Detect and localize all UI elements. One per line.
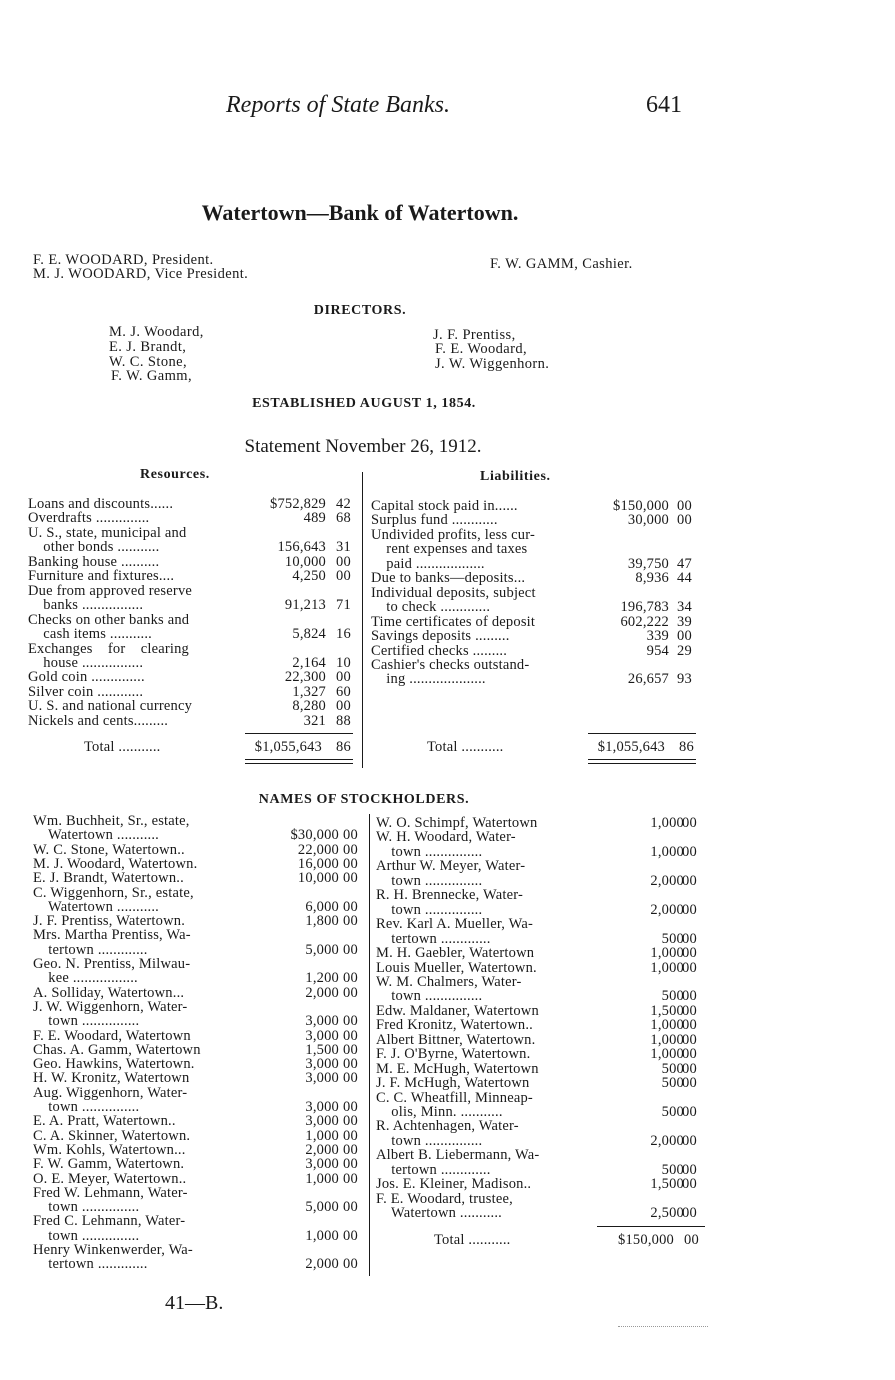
stockholder-right-label: M. H. Gaebler, Watertown — [376, 945, 535, 962]
resource-label: Silver coin ............ — [28, 683, 144, 700]
stockholder-left-label: Watertown ........... — [33, 898, 159, 915]
stockholder-left-label: kee ................. — [33, 970, 138, 987]
resource-label: Exchanges for clearing — [28, 640, 190, 657]
stockholder-right-label: W. H. Woodard, Water- — [376, 829, 516, 846]
liability-label: rent expenses and taxes — [371, 541, 528, 558]
stockholder-right-label: F. J. O'Byrne, Watertown. — [376, 1046, 531, 1063]
stockholder-right-dollars: 2,000 — [650, 901, 684, 918]
stockholder-right-label: Jos. E. Kleiner, Madison.. — [376, 1176, 532, 1193]
stockholder-right-dollars: 1,000 — [650, 815, 684, 831]
stockholder-right-dollars: 500 — [661, 1161, 684, 1178]
stockholder-left-dollars: 5,000 — [305, 1199, 339, 1216]
resources-total-cents: 86 — [336, 739, 351, 755]
resource-label: other bonds ........... — [28, 539, 160, 556]
directors-heading: DIRECTORS. — [313, 303, 407, 318]
stockholder-right-cents: 00 — [682, 1046, 697, 1063]
stockholder-right-cents: 00 — [682, 1060, 697, 1077]
liability-label: Time certificates of deposit — [371, 613, 536, 630]
director-right-3: J. W. Wiggenhorn. — [435, 356, 550, 372]
liability-cents: 39 — [677, 613, 692, 630]
stockholder-left-dollars: 1,800 — [305, 913, 339, 930]
stockholder-left-dollars: 5,000 — [305, 941, 339, 958]
stockholder-right-dollars: 500 — [661, 988, 684, 1005]
liability-label: Cashier's checks outstand- — [371, 656, 530, 673]
stockholder-left-cents: 00 — [343, 1141, 358, 1158]
stockholder-left-label: C. A. Skinner, Watertown. — [33, 1127, 191, 1144]
resource-cents: 68 — [336, 510, 351, 527]
resource-dollars: 22,300 — [284, 669, 326, 686]
resource-label: Checks on other banks and — [28, 611, 190, 628]
liabilities-total-dollars: $1,055,643 — [597, 739, 665, 755]
stockholder-left-dollars: 16,000 — [297, 855, 339, 872]
stockholder-left-label: Geo. N. Prentiss, Milwau- — [33, 956, 191, 972]
stockholder-right-cents: 00 — [682, 1205, 697, 1222]
stockholder-left-label: E. J. Brandt, Watertown.. — [33, 870, 184, 887]
stockholder-right-dollars: 1,000 — [650, 843, 684, 860]
resource-cents: 16 — [336, 626, 351, 643]
liability-cents: 00 — [677, 628, 692, 645]
resources-heading: Resources. — [140, 467, 210, 482]
stockholder-right-cents: 00 — [682, 930, 697, 947]
stockholder-left-label: Fred C. Lehmann, Water- — [33, 1213, 186, 1230]
liabilities-double-rule-1 — [588, 759, 696, 760]
resource-dollars: 1,327 — [292, 683, 326, 700]
resource-cents: 00 — [336, 669, 351, 686]
stockholder-left-label: F. E. Woodard, Watertown — [33, 1027, 191, 1044]
resource-dollars: 489 — [303, 510, 326, 527]
stockholder-right-label: F. E. Woodard, trustee, — [376, 1190, 513, 1207]
stockholder-left-dollars: 3,000 — [305, 1099, 339, 1115]
statement-divider — [362, 472, 363, 768]
resource-cents: 60 — [336, 683, 351, 700]
stockholder-left-dollars: 6,000 — [305, 898, 339, 915]
stockholder-left-label: town ............... — [33, 1227, 140, 1244]
stockholder-left-label: A. Solliday, Watertown... — [33, 984, 185, 1001]
stockholder-right-dollars: 2,000 — [650, 872, 684, 889]
liability-label: ing .................... — [371, 671, 486, 688]
liability-cents: 00 — [677, 498, 692, 514]
liability-label: paid .................. — [371, 555, 485, 572]
liability-label: Savings deposits ......... — [371, 628, 510, 645]
resource-label: Gold coin .............. — [28, 669, 145, 686]
scan-smudge — [618, 1310, 708, 1327]
liability-dollars: 8,936 — [635, 570, 669, 587]
stockholder-left-cents: 00 — [343, 1013, 358, 1030]
director-right-1: J. F. Prentiss, — [433, 327, 516, 343]
stockholder-left-cents: 00 — [343, 1041, 358, 1058]
stockholders-divider — [369, 814, 370, 1276]
stockholder-right-cents: 00 — [682, 1132, 697, 1149]
liability-cents: 93 — [677, 671, 692, 688]
stockholder-right-label: W. M. Chalmers, Water- — [376, 973, 522, 990]
liabilities-heading: Liabilities. — [480, 469, 551, 484]
stockholder-left-cents: 00 — [343, 1170, 358, 1187]
liability-label: Capital stock paid in...... — [371, 498, 518, 514]
stockholder-right-label: R. H. Brennecke, Water- — [376, 887, 524, 904]
resource-cents: 42 — [336, 496, 351, 512]
stockholder-left-cents: 00 — [343, 913, 358, 930]
stockholder-left-dollars: 2,000 — [305, 1141, 339, 1158]
director-right-2: F. E. Woodard, — [435, 341, 528, 357]
liability-dollars: 954 — [646, 642, 669, 659]
stockholder-left-cents: 00 — [343, 1256, 358, 1273]
liability-dollars: 602,222 — [620, 613, 669, 630]
stockholder-left-dollars: 2,000 — [305, 984, 339, 1001]
resource-cents: 00 — [336, 553, 351, 570]
bank-title: Watertown—Bank of Watertown. — [201, 200, 519, 225]
stockholder-right-cents: 00 — [682, 1017, 697, 1034]
stockholder-left-dollars: 3,000 — [305, 1027, 339, 1044]
stockholder-left-cents: 00 — [343, 1027, 358, 1044]
stockholder-right-cents: 00 — [682, 901, 697, 918]
stockholder-left-label: Mrs. Martha Prentiss, Wa- — [33, 927, 191, 944]
stockholder-right-dollars: 1,500 — [650, 1176, 684, 1193]
stockholder-right-label: town ............... — [376, 901, 483, 918]
stockholder-right-label: tertown ............. — [376, 930, 491, 947]
stockholder-left-label: J. W. Wiggenhorn, Water- — [33, 998, 188, 1015]
stockholder-left-dollars: 1,500 — [305, 1041, 339, 1058]
stockholder-left-dollars: 1,000 — [305, 1170, 339, 1187]
liability-cents: 29 — [677, 642, 692, 659]
liabilities-total-rule — [588, 733, 696, 734]
stockholder-left-cents: 00 — [343, 1156, 358, 1173]
resource-label: house ................ — [28, 654, 144, 671]
stockholder-left-label: M. J. Woodard, Watertown. — [33, 855, 198, 872]
resource-label: Overdrafts .............. — [28, 510, 150, 527]
stockholder-left-dollars: 1,000 — [305, 1127, 339, 1144]
stockholder-right-cents: 00 — [682, 815, 697, 831]
stockholders-total-rule — [597, 1226, 705, 1227]
liability-label: Certified checks ......... — [371, 642, 508, 659]
resource-cents: 10 — [336, 654, 351, 671]
stockholder-left-label: F. W. Gamm, Watertown. — [33, 1156, 185, 1173]
stockholder-left-dollars: 22,000 — [297, 841, 339, 858]
stockholder-right-label: Louis Mueller, Watertown. — [376, 959, 537, 976]
stockholder-left-dollars: 2,000 — [305, 1256, 339, 1273]
stockholder-right-cents: 00 — [682, 959, 697, 976]
stockholder-left-label: tertown ............. — [33, 941, 148, 958]
stockholder-left-label: Wm. Kohls, Watertown... — [33, 1141, 186, 1158]
resource-dollars: 8,280 — [292, 698, 326, 715]
stockholder-right-cents: 00 — [682, 945, 697, 962]
stockholder-right-dollars: 1,000 — [650, 959, 684, 976]
stockholder-left-cents: 00 — [343, 1099, 358, 1115]
stockholder-left-dollars: 10,000 — [297, 870, 339, 887]
resource-dollars: 2,164 — [292, 654, 326, 671]
stockholder-right-cents: 00 — [682, 843, 697, 860]
liability-dollars: 39,750 — [627, 555, 669, 572]
stockholder-left-label: E. A. Pratt, Watertown.. — [33, 1113, 176, 1130]
stockholder-left-label: H. W. Kronitz, Watertown — [33, 1070, 190, 1087]
resource-label: Banking house .......... — [28, 553, 160, 570]
resources-double-rule-1 — [245, 759, 353, 760]
stockholder-left-cents: 00 — [343, 1127, 358, 1144]
resource-label: Furniture and fixtures.... — [28, 568, 175, 585]
resource-dollars: 156,643 — [277, 539, 326, 556]
liability-dollars: 339 — [646, 628, 669, 645]
liabilities-total-cents: 86 — [679, 739, 694, 755]
stockholder-left-label: C. Wiggenhorn, Sr., estate, — [33, 884, 194, 901]
resource-dollars: 5,824 — [292, 626, 326, 643]
stockholder-right-dollars: 500 — [661, 1104, 684, 1120]
liability-cents: 34 — [677, 599, 692, 616]
officer-president: F. E. WOODARD, President. — [33, 252, 214, 268]
stockholder-left-label: Chas. A. Gamm, Watertown — [33, 1041, 201, 1058]
stockholder-left-cents: 00 — [343, 1199, 358, 1216]
stockholder-left-dollars: 3,000 — [305, 1156, 339, 1173]
stockholder-right-label: Edw. Maldaner, Watertown — [376, 1002, 539, 1019]
liability-label: to check ............. — [371, 599, 491, 616]
stockholder-left-cents: 00 — [343, 1227, 358, 1244]
stockholder-right-dollars: 1,500 — [650, 1002, 684, 1019]
resource-label: Loans and discounts...... — [28, 496, 174, 512]
stockholder-right-dollars: 2,000 — [650, 1132, 684, 1149]
liability-dollars: 196,783 — [620, 599, 669, 616]
officer-vice-president: M. J. WOODARD, Vice President. — [33, 266, 249, 282]
stockholders-total-cents: 00 — [684, 1232, 699, 1248]
resources-total-dollars: $1,055,643 — [254, 739, 322, 755]
stockholder-right-label: olis, Minn. ........... — [376, 1104, 503, 1120]
stockholder-left-cents: 00 — [343, 941, 358, 958]
resource-dollars: 4,250 — [292, 568, 326, 585]
resource-label: cash items ........... — [28, 626, 153, 643]
liabilities-total-label: Total ........... — [427, 739, 504, 755]
stockholder-left-label: tertown ............. — [33, 1256, 148, 1273]
resource-label: Due from approved reserve — [28, 582, 193, 599]
stockholder-left-cents: 00 — [343, 827, 358, 844]
stockholder-right-cents: 00 — [682, 1161, 697, 1178]
resource-label: Nickels and cents......... — [28, 712, 169, 729]
stockholder-right-label: Albert Bittner, Watertown. — [376, 1031, 536, 1048]
stockholder-right-cents: 00 — [682, 872, 697, 889]
resource-dollars: 10,000 — [284, 553, 326, 570]
stockholders-heading: NAMES OF STOCKHOLDERS. — [258, 792, 470, 807]
stockholder-right-label: Arthur W. Meyer, Water- — [376, 858, 526, 875]
stockholder-left-label: Geo. Hawkins, Watertown. — [33, 1056, 195, 1073]
stockholder-left-cents: 00 — [343, 841, 358, 858]
liability-label: Due to banks—deposits... — [371, 570, 526, 587]
stockholder-left-cents: 00 — [343, 855, 358, 872]
stockholder-right-label: tertown ............. — [376, 1161, 491, 1178]
stockholder-left-dollars: 3,000 — [305, 1013, 339, 1030]
stockholder-right-dollars: 1,000 — [650, 945, 684, 962]
liability-cents: 00 — [677, 512, 692, 529]
stockholder-left-cents: 00 — [343, 1113, 358, 1130]
stockholder-right-label: Watertown ........... — [376, 1205, 502, 1222]
stockholder-left-cents: 00 — [343, 984, 358, 1001]
resource-cents: 00 — [336, 568, 351, 585]
stockholder-right-cents: 00 — [682, 988, 697, 1005]
stockholder-right-dollars: 1,000 — [650, 1031, 684, 1048]
stockholder-right-cents: 00 — [682, 1104, 697, 1120]
stockholder-right-dollars: 500 — [661, 1060, 684, 1077]
resource-cents: 71 — [336, 597, 351, 614]
stockholder-right-dollars: 500 — [661, 1075, 684, 1092]
stockholder-right-label: Rev. Karl A. Mueller, Wa- — [376, 916, 534, 933]
stockholder-right-label: town ............... — [376, 843, 483, 860]
stockholder-left-dollars: 3,000 — [305, 1113, 339, 1130]
stockholder-right-cents: 00 — [682, 1075, 697, 1092]
stockholder-right-cents: 00 — [682, 1031, 697, 1048]
resource-label: U. S., state, municipal and — [28, 524, 187, 541]
resource-cents: 31 — [336, 539, 351, 556]
signature-mark: 41—B. — [165, 1292, 224, 1314]
stockholder-left-label: Henry Winkenwerder, Wa- — [33, 1242, 193, 1258]
stockholder-left-cents: 00 — [343, 898, 358, 915]
page-number: 641 — [646, 92, 682, 118]
stockholder-right-label: town ............... — [376, 1132, 483, 1149]
stockholder-right-label: R. Achtenhagen, Water- — [376, 1118, 519, 1135]
stockholder-left-dollars: 3,000 — [305, 1056, 339, 1073]
stockholder-left-cents: 00 — [343, 870, 358, 887]
stockholder-left-label: town ............... — [33, 1013, 140, 1030]
stockholder-right-dollars: 500 — [661, 930, 684, 947]
stockholder-right-label: J. F. McHugh, Watertown — [376, 1075, 530, 1092]
stockholder-left-label: town ............... — [33, 1199, 140, 1216]
resource-dollars: 91,213 — [284, 597, 326, 614]
liability-dollars: $150,000 — [613, 498, 669, 514]
stockholders-total-dollars: $150,000 — [618, 1232, 674, 1248]
stockholder-left-dollars: 3,000 — [305, 1070, 339, 1087]
stockholder-left-cents: 00 — [343, 1070, 358, 1087]
stockholder-left-dollars: $30,000 — [290, 827, 339, 844]
stockholder-left-label: W. C. Stone, Watertown.. — [33, 841, 185, 858]
stockholder-left-label: J. F. Prentiss, Watertown. — [33, 913, 186, 930]
officer-cashier: F. W. GAMM, Cashier. — [490, 256, 633, 272]
stockholder-left-label: Watertown ........... — [33, 827, 159, 844]
resource-dollars: 321 — [303, 712, 326, 729]
stockholder-left-label: Aug. Wiggenhorn, Water- — [33, 1084, 188, 1101]
director-left-1: M. J. Woodard, — [109, 324, 204, 340]
resource-cents: 88 — [336, 712, 351, 729]
liability-label: Undivided profits, less cur- — [371, 526, 535, 543]
director-left-3: W. C. Stone, — [109, 354, 187, 370]
stockholder-right-label: M. E. McHugh, Watertown — [376, 1060, 539, 1077]
stockholder-right-dollars: 1,000 — [650, 1046, 684, 1063]
stockholder-right-label: C. C. Wheatfill, Minneap- — [376, 1089, 533, 1106]
stockholder-right-label: W. O. Schimpf, Watertown — [376, 815, 538, 831]
liability-label: Individual deposits, subject — [371, 584, 536, 601]
resource-label: banks ................ — [28, 597, 144, 614]
stockholder-left-cents: 00 — [343, 1056, 358, 1073]
established-date: ESTABLISHED AUGUST 1, 1854. — [252, 396, 476, 411]
stockholder-left-label: town ............... — [33, 1099, 140, 1115]
resources-total-label: Total ........... — [84, 739, 161, 755]
resources-double-rule-2 — [245, 763, 353, 764]
stockholder-left-label: Fred W. Lehmann, Water- — [33, 1184, 188, 1201]
stockholder-right-cents: 00 — [682, 1002, 697, 1019]
stockholder-right-cents: 00 — [682, 1176, 697, 1193]
stockholder-right-label: town ............... — [376, 872, 483, 889]
resource-dollars: $752,829 — [270, 496, 326, 512]
resource-label: U. S. and national currency — [28, 698, 193, 715]
stockholder-left-dollars: 1,200 — [305, 970, 339, 987]
stockholder-left-label: Wm. Buchheit, Sr., estate, — [33, 813, 190, 829]
resource-cents: 00 — [336, 698, 351, 715]
director-left-4: F. W. Gamm, — [111, 368, 192, 384]
liability-dollars: 26,657 — [627, 671, 669, 688]
statement-title: Statement November 26, 1912. — [244, 436, 482, 457]
running-title: Reports of State Banks. — [226, 92, 450, 118]
liability-cents: 47 — [677, 555, 692, 572]
liability-dollars: 30,000 — [627, 512, 669, 529]
stockholder-right-label: Fred Kronitz, Watertown.. — [376, 1017, 533, 1034]
director-left-2: E. J. Brandt, — [109, 339, 187, 355]
stockholder-right-label: Albert B. Liebermann, Wa- — [376, 1147, 540, 1164]
stockholder-left-label: O. E. Meyer, Watertown.. — [33, 1170, 187, 1187]
stockholder-left-cents: 00 — [343, 970, 358, 987]
stockholders-total-label: Total ........... — [434, 1232, 511, 1248]
stockholder-right-dollars: 1,000 — [650, 1017, 684, 1034]
resources-total-rule — [245, 733, 353, 734]
liability-label: Surplus fund ............ — [371, 512, 498, 529]
liabilities-double-rule-2 — [588, 763, 696, 764]
stockholder-right-label: town ............... — [376, 988, 483, 1005]
liability-cents: 44 — [677, 570, 692, 587]
stockholder-left-dollars: 1,000 — [305, 1227, 339, 1244]
stockholder-right-dollars: 2,500 — [650, 1205, 684, 1222]
